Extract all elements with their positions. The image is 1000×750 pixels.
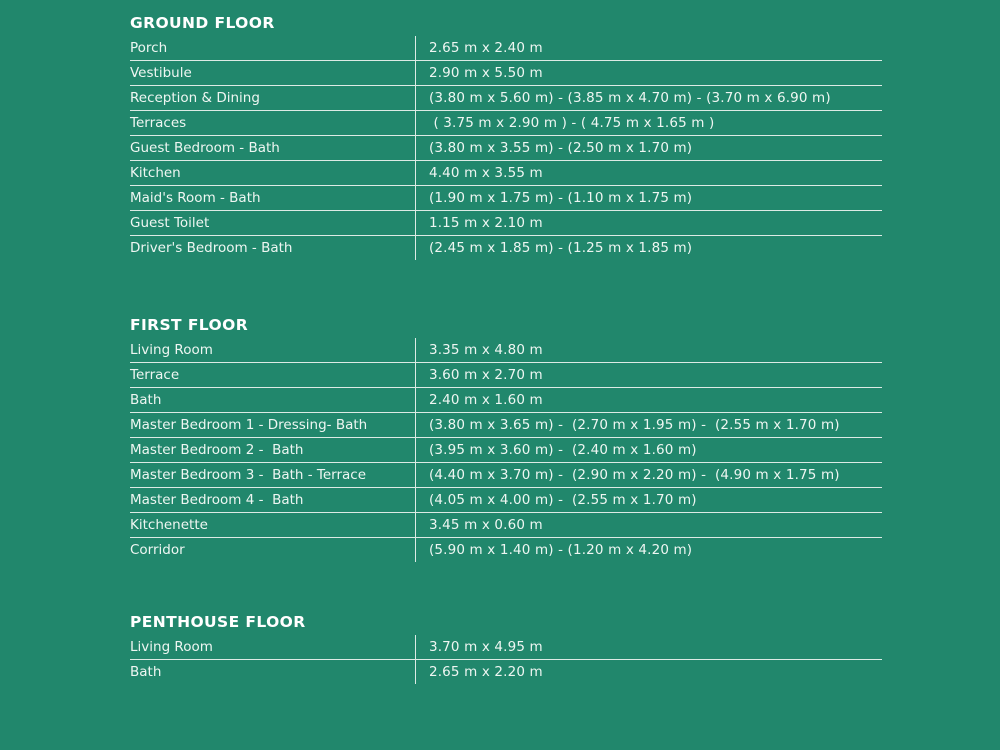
table-row — [130, 338, 882, 363]
table-row — [130, 388, 882, 413]
table-row — [130, 211, 882, 236]
room-name: Living Room — [130, 342, 213, 358]
room-dimensions: (4.05 m x 4.00 m) - (2.55 m x 1.70 m) — [429, 492, 697, 508]
room-name: Living Room — [130, 639, 213, 655]
room-dimensions: (4.40 m x 3.70 m) - (2.90 m x 2.20 m) - (4.90 m x 1.75 m) — [429, 467, 840, 483]
table-row — [130, 86, 882, 111]
room-dimensions: 1.15 m x 2.10 m — [429, 215, 543, 231]
table-row — [130, 635, 882, 660]
room-name: Reception & Dining — [130, 90, 260, 106]
table-row — [130, 236, 882, 260]
section-title: GROUND FLOOR — [130, 14, 275, 32]
table-row — [130, 413, 882, 438]
room-name: Master Bedroom 2 - Bath — [130, 442, 304, 458]
penthouse-floor-section — [130, 611, 882, 684]
section-title: PENTHOUSE FLOOR — [130, 613, 306, 631]
table-row — [130, 538, 882, 562]
room-dimensions: 2.65 m x 2.20 m — [429, 664, 543, 680]
room-name: Master Bedroom 3 - Bath - Terrace — [130, 467, 367, 483]
room-name: Kitchenette — [130, 517, 208, 533]
table-row — [130, 186, 882, 211]
room-dimensions: 3.60 m x 2.70 m — [429, 367, 543, 383]
room-dimensions: (3.80 m x 3.55 m) - (2.50 m x 1.70 m) — [429, 140, 693, 156]
table-row — [130, 463, 882, 488]
room-name: Master Bedroom 4 - Bath — [130, 492, 304, 508]
first-floor-section — [130, 314, 882, 562]
room-dimensions: 2.90 m x 5.50 m — [429, 65, 543, 81]
room-dimensions: (2.45 m x 1.85 m) - (1.25 m x 1.85 m) — [429, 240, 693, 256]
room-name: Porch — [130, 40, 168, 56]
room-dimensions: (5.90 m x 1.40 m) - (1.20 m x 4.20 m) — [429, 542, 693, 558]
section-title: FIRST FLOOR — [130, 316, 249, 334]
table-row — [130, 488, 882, 513]
room-name: Guest Toilet — [130, 215, 210, 231]
table-row — [130, 438, 882, 463]
room-name: Bath — [130, 664, 162, 680]
room-name: Master Bedroom 1 - Dressing- Bath — [130, 417, 368, 433]
room-name: Vestibule — [130, 65, 192, 81]
room-dimensions: 3.70 m x 4.95 m — [429, 639, 543, 655]
room-name: Maid's Room - Bath — [130, 190, 261, 206]
table-row — [130, 61, 882, 86]
room-dimensions: 2.65 m x 2.40 m — [429, 40, 543, 56]
room-dimensions: 4.40 m x 3.55 m — [429, 165, 543, 181]
table-row — [130, 136, 882, 161]
room-table — [130, 36, 882, 260]
table-row — [130, 36, 882, 61]
table-row — [130, 363, 882, 388]
room-name: Driver's Bedroom - Bath — [130, 240, 293, 256]
room-table — [130, 635, 882, 684]
table-row — [130, 513, 882, 538]
room-name: Bath — [130, 392, 162, 408]
room-dimensions: (3.80 m x 5.60 m) - (3.85 m x 4.70 m) - (3.70 m x 6.90 m) — [429, 90, 831, 106]
room-name: Kitchen — [130, 165, 181, 181]
room-dimensions: (3.80 m x 3.65 m) - (2.70 m x 1.95 m) - (2.55 m x 1.70 m) — [429, 417, 840, 433]
room-name: Terraces — [130, 115, 187, 131]
room-dimensions: (1.90 m x 1.75 m) - (1.10 m x 1.75 m) — [429, 190, 693, 206]
room-dimensions: ( 3.75 m x 2.90 m ) - ( 4.75 m x 1.65 m ) — [429, 115, 715, 131]
room-dimensions: (3.95 m x 3.60 m) - (2.40 m x 1.60 m) — [429, 442, 697, 458]
room-dimensions: 2.40 m x 1.60 m — [429, 392, 543, 408]
room-dimensions: 3.45 m x 0.60 m — [429, 517, 543, 533]
room-name: Terrace — [130, 367, 180, 383]
ground-floor-section — [130, 12, 882, 260]
room-dimensions: 3.35 m x 4.80 m — [429, 342, 543, 358]
room-table — [130, 338, 882, 562]
table-row — [130, 161, 882, 186]
table-row — [130, 660, 882, 684]
room-name: Guest Bedroom - Bath — [130, 140, 280, 156]
room-name: Corridor — [130, 542, 185, 558]
table-row — [130, 111, 882, 136]
